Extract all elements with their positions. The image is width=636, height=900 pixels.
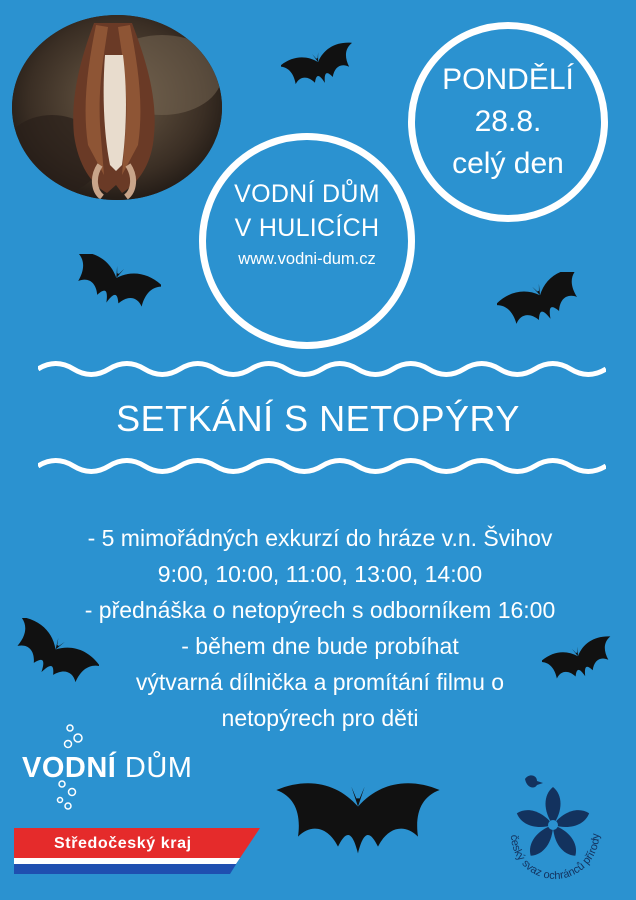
venue-url[interactable]: www.vodni-dum.cz	[238, 250, 376, 268]
bat-photo	[12, 15, 222, 200]
event-title: SETKÁNÍ S NETOPÝRY	[116, 398, 520, 439]
event-date: 28.8.	[474, 105, 542, 138]
vodni-dum-word2: DŮM	[124, 752, 193, 784]
stredocesky-kraj-logo	[14, 828, 260, 874]
bat-icon	[258, 770, 458, 870]
bat-icon	[281, 40, 359, 96]
vodni-dum-logo	[20, 722, 230, 812]
venue-name-line1: VODNÍ DŮM	[234, 180, 380, 208]
detail-line: netopýrech pro děti	[221, 705, 419, 731]
flower-bird-icon	[497, 773, 613, 889]
bat-icon	[66, 254, 161, 316]
date-circle	[408, 22, 608, 222]
program-details	[20, 520, 620, 736]
detail-line: - během dne bude probíhat	[181, 633, 459, 659]
detail-line: - přednáška o netopýrech s odborníkem 16:00	[84, 597, 556, 623]
wave-divider-bottom	[38, 455, 606, 477]
wave-divider-top	[38, 358, 606, 380]
event-day: PONDĚLÍ	[442, 63, 574, 96]
vodni-dum-word1: VODNÍ	[22, 752, 117, 784]
csop-logo	[497, 773, 613, 889]
detail-line: výtvarná dílnička a promítání filmu o	[135, 669, 505, 695]
detail-line: 9:00, 10:00, 11:00, 13:00, 14:00	[157, 561, 483, 587]
kraj-label: Středočeský kraj	[54, 835, 192, 852]
venue-circle	[199, 133, 415, 349]
venue-name-line2: V HULICÍCH	[234, 214, 380, 242]
bat-icon	[497, 272, 589, 332]
csop-name: český svaz ochránců přírody	[507, 833, 603, 883]
detail-line: - 5 mimořádných exkurzí do hráze v.n. Švihov	[87, 525, 553, 551]
event-duration: celý den	[452, 147, 564, 180]
vodni-dum-wordmark	[22, 752, 192, 785]
